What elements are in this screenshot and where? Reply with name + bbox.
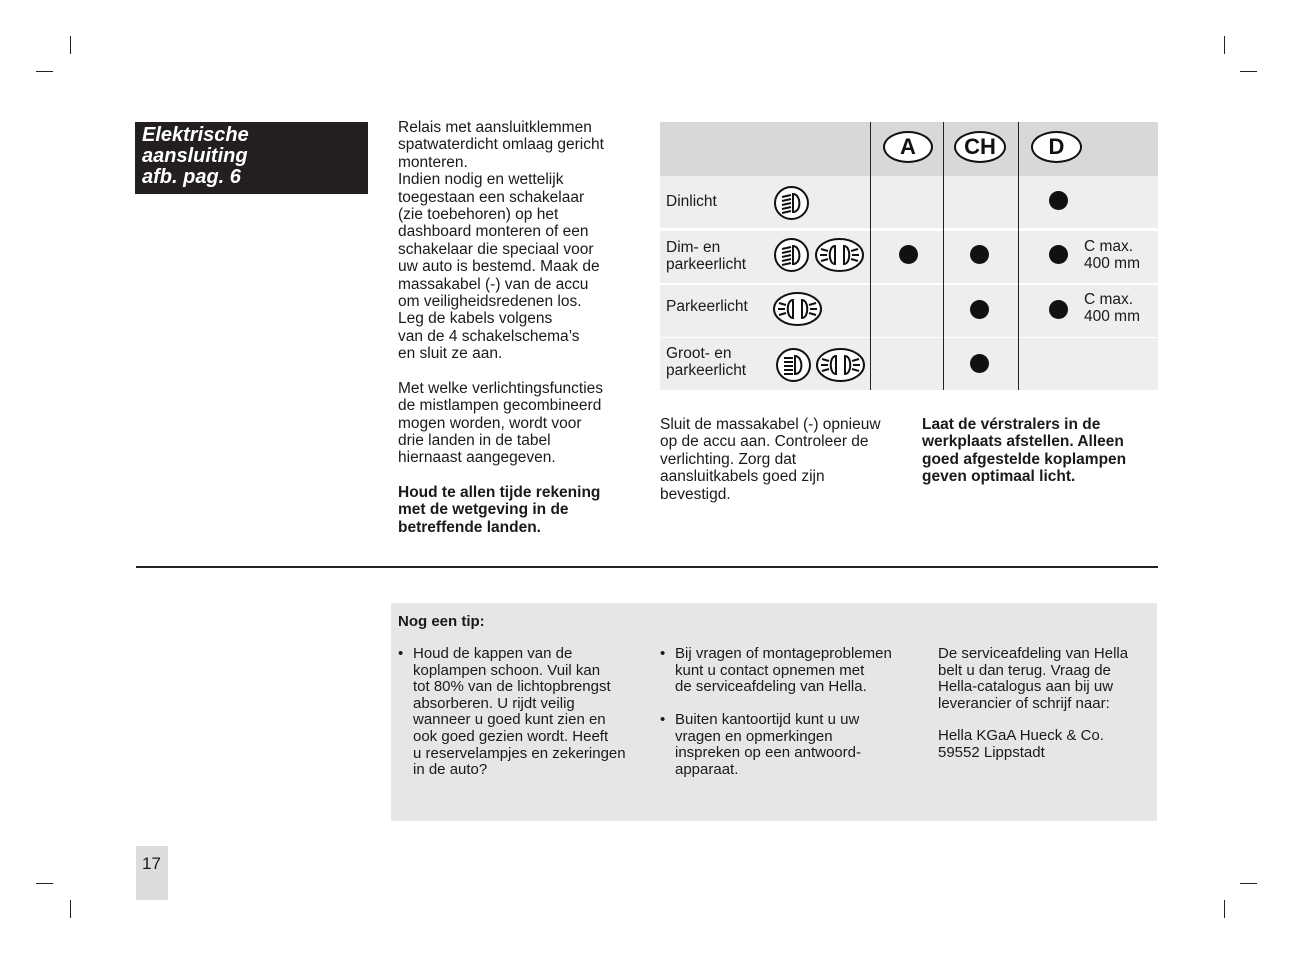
text-line: Houd de kappen van de (413, 645, 573, 662)
text-line: van de 4 schakelschema’s (398, 327, 580, 345)
text-line: Sluit de massakabel (-) opnieuw (660, 416, 881, 433)
light-function-table (660, 122, 1158, 390)
text-line: de serviceafdeling van Hella. (675, 678, 867, 696)
service-text (938, 646, 1153, 712)
text-line: belt u dan terug. Vraag de (938, 661, 1111, 679)
crop-mark (70, 36, 71, 54)
table-row (660, 176, 1158, 228)
row-label-line: Groot- en (666, 345, 732, 362)
text-line: vragen en opmerkingen (675, 727, 833, 745)
text-line: koplampen schoon. Vuil kan (413, 661, 601, 679)
adjust-headlights-text (922, 416, 1158, 486)
section-divider (136, 566, 1158, 568)
heading-line: afb. pag. 6 (142, 166, 241, 188)
note-line: C max. (1084, 291, 1134, 308)
text-line: massakabel (-) van de accu (398, 275, 589, 293)
country-badge-d: D (1031, 131, 1082, 163)
tip-title: Nog een tip: (398, 613, 485, 630)
low-beam-icon (773, 185, 810, 221)
text-line: monteren. (398, 153, 468, 171)
allowed-dot (970, 354, 989, 373)
allowed-dot (1049, 245, 1068, 264)
row-label (666, 239, 746, 273)
section-heading (135, 122, 368, 194)
row-label (666, 193, 717, 210)
text-line: werkplaats afstellen. Alleen (922, 433, 1124, 451)
text-line: spatwaterdicht omlaag gericht (398, 136, 604, 154)
text-line: verlichting. Zorg dat (660, 450, 797, 468)
tip-box (391, 603, 1157, 821)
text-line: Hella-catalogus aan bij uw (938, 678, 1114, 696)
note-line: C max. (1084, 238, 1134, 255)
column-divider (870, 122, 871, 390)
note-line: 400 mm (1084, 307, 1140, 325)
high-beam-icon (775, 347, 812, 383)
crop-mark (1224, 36, 1225, 54)
note-line: 400 mm (1084, 254, 1140, 272)
text-line: hiernaast aangegeven. (398, 449, 556, 467)
intro-text (398, 119, 638, 536)
allowed-dot (970, 245, 989, 264)
text-line: om veiligheidsredenen los. (398, 293, 582, 311)
text-line: Laat de vérstralers in de (922, 416, 1101, 433)
text-line: bevestigd. (660, 485, 731, 503)
intro-paragraph-1 (398, 119, 638, 363)
parking-light-icon (814, 237, 865, 273)
crop-mark (1240, 883, 1257, 884)
parking-light-icon (815, 347, 866, 383)
column-divider (1018, 122, 1019, 390)
text-line: Relais met aansluitklemmen (398, 119, 592, 136)
row-label (666, 345, 746, 379)
text-line: tot 80% van de lichtopbrengst (413, 678, 611, 696)
text-line: met de wetgeving in de (398, 501, 569, 519)
row-note (1084, 292, 1140, 325)
text-line: schakelaar die speciaal voor (398, 240, 594, 258)
text-line: inspreken op een antwoord- (675, 744, 861, 762)
row-label-line: Dim- en (666, 239, 721, 256)
row-label-line: parkeerlicht (666, 362, 747, 379)
text-line: drie landen in de tabel (398, 431, 551, 449)
crop-mark (36, 883, 53, 884)
allowed-dot (899, 245, 918, 264)
low-beam-icon (773, 237, 810, 273)
address-text (938, 728, 1153, 761)
text-line: absorberen. U rijdt veilig (413, 694, 575, 712)
text-line: en sluit ze aan. (398, 345, 503, 363)
row-label (666, 298, 748, 315)
parking-light-icon (772, 291, 823, 327)
text-line: op de accu aan. Controleer de (660, 433, 869, 451)
bullet-marker: • (398, 645, 404, 662)
intro-warning (398, 484, 638, 536)
text-line: 59552 Lippstadt (938, 743, 1045, 761)
text-line: Hella KGaA Hueck & Co. (938, 727, 1104, 744)
text-line: betreffende landen. (398, 518, 541, 536)
heading-line: Elektrische (142, 124, 249, 146)
text-line: wanneer u goed kunt zien en (413, 711, 606, 729)
text-line: de mistlampen gecombineerd (398, 397, 602, 415)
text-line: mogen worden, wordt voor (398, 414, 582, 432)
text-line: uw auto is bestemd. Maak de (398, 258, 600, 276)
text-line: in de auto? (413, 761, 488, 779)
row-label-line: Parkeerlicht (666, 298, 748, 315)
text-line: Houd te allen tijde rekening (398, 483, 601, 501)
column-divider (943, 122, 944, 390)
text-line: aansluitkabels goed zijn (660, 468, 825, 486)
crop-mark (70, 900, 71, 918)
text-line: goed afgestelde koplampen (922, 450, 1127, 468)
text-line: Bij vragen of montageproblemen (675, 645, 892, 662)
row-note (1084, 239, 1140, 272)
text-line: Buiten kantoortijd kunt u uw (675, 711, 860, 728)
allowed-dot (970, 300, 989, 319)
crop-mark (1224, 900, 1225, 918)
crop-mark (36, 71, 53, 72)
text-line: Indien nodig en wettelijk (398, 171, 564, 189)
row-label-line: parkeerlicht (666, 256, 747, 273)
text-line: apparaat. (675, 760, 739, 778)
text-line: ook goed gezien wordt. Heeft (413, 727, 609, 745)
bullet-marker: • (660, 711, 666, 728)
text-line: u reservelampjes en zekeringen (413, 744, 626, 762)
text-line: kunt u contact opnemen met (675, 661, 865, 679)
reconnect-text (660, 416, 910, 503)
intro-paragraph-2 (398, 380, 638, 467)
text-line: Leg de kabels volgens (398, 310, 553, 328)
text-line: leverancier of schrijf naar: (938, 694, 1110, 712)
text-line: geven optimaal licht. (922, 468, 1076, 486)
text-line: dashboard monteren of een (398, 223, 589, 241)
country-badge-ch: CH (954, 131, 1006, 163)
row-label-line: Dinlicht (666, 193, 717, 210)
text-line: (zie toebehoren) op het (398, 206, 559, 224)
text-line: De serviceafdeling van Hella (938, 645, 1129, 662)
allowed-dot (1049, 191, 1068, 210)
text-line: toegestaan een schakelaar (398, 188, 585, 206)
text-line: Met welke verlichtingsfuncties (398, 379, 604, 397)
heading-line: aansluiting (142, 145, 248, 167)
crop-mark (1240, 71, 1257, 72)
page-number: 17 (136, 846, 168, 900)
country-badge-a: A (883, 131, 933, 163)
bullet-marker: • (660, 645, 666, 662)
allowed-dot (1049, 300, 1068, 319)
